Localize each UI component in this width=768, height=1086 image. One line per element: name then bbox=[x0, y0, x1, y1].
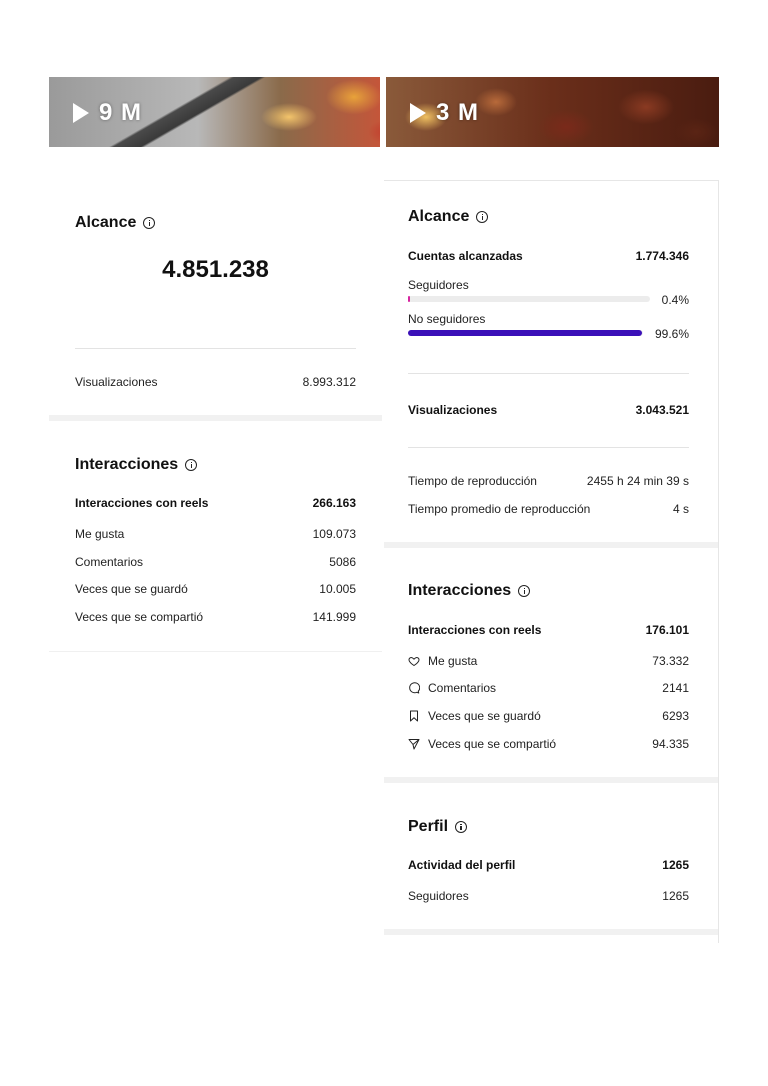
accounts-reached-row bbox=[408, 249, 689, 263]
row-value: 2141 bbox=[662, 681, 689, 695]
interactions-heading: Interacciones bbox=[75, 456, 179, 473]
row-value: 6293 bbox=[662, 709, 689, 723]
divider bbox=[75, 348, 356, 349]
divider bbox=[408, 373, 689, 374]
reach-total: 4.851.238 bbox=[162, 256, 269, 283]
shares-row bbox=[408, 737, 689, 751]
heart-icon bbox=[408, 655, 420, 667]
saves-row bbox=[75, 582, 356, 596]
right-reach-title bbox=[408, 208, 488, 226]
row-label: Comentarios bbox=[428, 681, 497, 695]
likes-row bbox=[408, 654, 689, 668]
left-interactions-title bbox=[75, 456, 197, 474]
row-value: 1265 bbox=[662, 858, 689, 872]
row-value: 1.774.346 bbox=[635, 249, 689, 263]
panel-right-border bbox=[718, 181, 719, 943]
row-label: Tiempo promedio de reproducción bbox=[408, 502, 591, 516]
views-value: 8.993.312 bbox=[302, 375, 356, 389]
non-followers-label: No seguidores bbox=[408, 312, 486, 326]
profile-title bbox=[408, 818, 467, 836]
watch-time-row bbox=[408, 474, 689, 488]
row-value: 3.043.521 bbox=[635, 403, 689, 417]
play-icon bbox=[73, 103, 89, 123]
row-label: Interacciones con reels bbox=[408, 623, 542, 637]
saves-row bbox=[408, 709, 689, 723]
row-value: 266.163 bbox=[312, 496, 356, 510]
row-value: 1265 bbox=[662, 889, 689, 903]
panel-bottom-border bbox=[49, 651, 382, 652]
row-label: Veces que se compartió bbox=[428, 737, 557, 751]
non-followers-percent: 99.6% bbox=[654, 327, 689, 341]
reach-heading: Alcance bbox=[75, 214, 137, 231]
info-icon[interactable] bbox=[518, 585, 530, 597]
row-value: 5086 bbox=[329, 555, 356, 569]
views-label: Visualizaciones bbox=[75, 375, 158, 389]
followers-bar bbox=[408, 296, 650, 302]
row-value: 10.005 bbox=[319, 582, 356, 596]
row-label: Tiempo de reproducción bbox=[408, 474, 537, 488]
info-icon[interactable] bbox=[143, 217, 155, 229]
row-label: Seguidores bbox=[408, 889, 469, 903]
panel-top-border bbox=[384, 180, 719, 181]
row-label: Comentarios bbox=[75, 555, 144, 569]
divider bbox=[408, 447, 689, 448]
followers-percent: 0.4% bbox=[661, 293, 689, 307]
row-value: 73.332 bbox=[652, 654, 689, 668]
row-label: Me gusta bbox=[428, 654, 478, 668]
view-count-overlay bbox=[73, 99, 142, 127]
non-followers-bar-fill bbox=[408, 330, 642, 336]
profile-activity-row bbox=[408, 858, 689, 872]
reel-thumbnail-right[interactable] bbox=[386, 77, 719, 147]
views-row bbox=[75, 375, 356, 389]
row-value: 109.073 bbox=[312, 527, 356, 541]
followers-label: Seguidores bbox=[408, 278, 469, 292]
profile-followers-row bbox=[408, 889, 689, 903]
row-label: Me gusta bbox=[75, 527, 125, 541]
row-value: 2455 h 24 min 39 s bbox=[586, 474, 689, 488]
interactions-row bbox=[75, 496, 356, 510]
row-label: Veces que se compartió bbox=[75, 610, 204, 624]
reel-thumbnail-left[interactable] bbox=[49, 77, 380, 147]
play-icon bbox=[410, 103, 426, 123]
view-count: 3 M bbox=[436, 99, 480, 126]
left-reach-title bbox=[75, 214, 155, 232]
share-icon bbox=[408, 738, 420, 750]
profile-heading: Perfil bbox=[408, 818, 449, 835]
row-label: Actividad del perfil bbox=[408, 858, 516, 872]
avg-watch-time-row bbox=[408, 502, 689, 516]
shares-row bbox=[75, 610, 356, 624]
comments-row bbox=[408, 681, 689, 695]
view-count: 9 M bbox=[99, 99, 143, 126]
row-label: Veces que se guardó bbox=[428, 709, 541, 723]
likes-row bbox=[75, 527, 356, 541]
followers-bar-fill bbox=[408, 296, 410, 302]
non-followers-bar bbox=[408, 330, 643, 336]
row-label: Cuentas alcanzadas bbox=[408, 249, 523, 263]
section-gap bbox=[49, 415, 382, 421]
row-value: 141.999 bbox=[312, 610, 356, 624]
section-gap bbox=[384, 542, 718, 548]
row-label: Interacciones con reels bbox=[75, 496, 209, 510]
comments-row bbox=[75, 555, 356, 569]
info-icon[interactable] bbox=[185, 459, 197, 471]
row-value: 94.335 bbox=[652, 737, 689, 751]
reach-heading: Alcance bbox=[408, 208, 470, 225]
section-gap bbox=[384, 929, 718, 935]
section-gap bbox=[384, 777, 718, 783]
row-value: 176.101 bbox=[645, 623, 689, 637]
right-interactions-title bbox=[408, 582, 530, 600]
comment-icon bbox=[408, 682, 420, 694]
interactions-row bbox=[408, 623, 689, 637]
row-label: Veces que se guardó bbox=[75, 582, 188, 596]
bookmark-icon bbox=[408, 710, 420, 722]
row-value: 4 s bbox=[672, 502, 689, 516]
view-count-overlay bbox=[410, 99, 479, 127]
interactions-heading: Interacciones bbox=[408, 582, 512, 599]
info-icon[interactable] bbox=[476, 211, 488, 223]
row-label: Visualizaciones bbox=[408, 403, 498, 417]
views-row bbox=[408, 403, 689, 417]
info-icon[interactable] bbox=[455, 821, 467, 833]
